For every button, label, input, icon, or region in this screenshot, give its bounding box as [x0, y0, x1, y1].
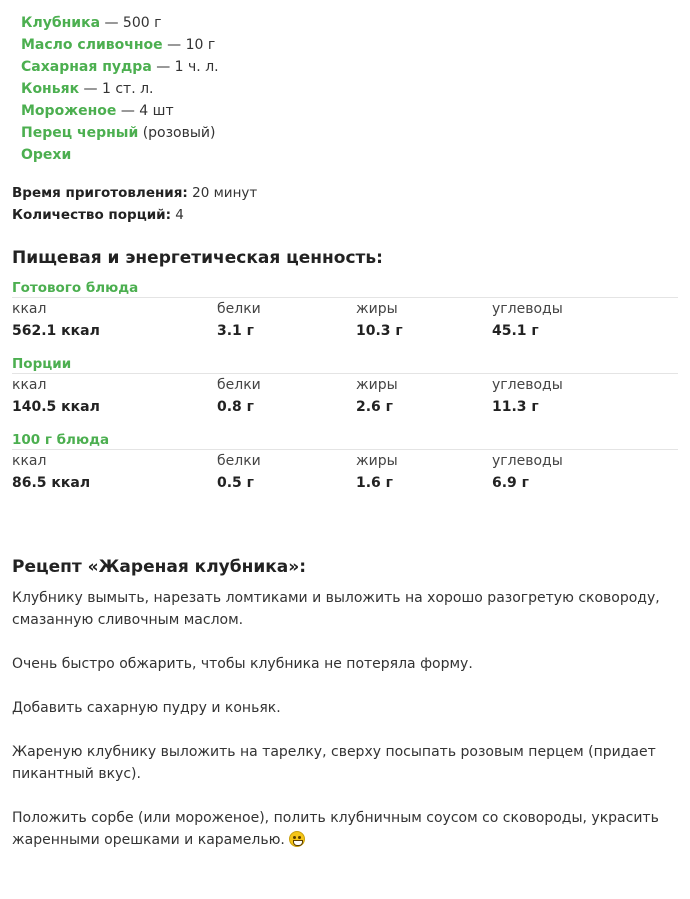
portions-value: 4: [171, 207, 184, 223]
nutrition-group-title: 100 г блюда: [12, 430, 678, 450]
recipe-step: Жареную клубнику выложить на тарелку, сверху посыпать розовым перцем (придает пикантный вкус).: [12, 744, 656, 782]
kcal-label: ккал: [12, 453, 47, 469]
ingredient-item: [21, 100, 678, 122]
carbs-label: углеводы: [492, 377, 563, 393]
carbs-value: 45.1 г: [492, 323, 539, 339]
recipe-title: Рецепт «Жареная клубника»:: [12, 557, 307, 577]
portions-count: [12, 204, 678, 226]
recipe-step-last: [12, 807, 678, 851]
ingredient-link[interactable]: Масло сливочное: [21, 37, 163, 53]
nutrition-values-row: [12, 320, 678, 342]
ingredient-amount: (розовый): [138, 125, 216, 141]
nutrition-group-100g: [12, 430, 678, 494]
nutrition-labels-row: [12, 374, 678, 396]
protein-value: 3.1 г: [217, 323, 254, 339]
nutrition-group-title: Готового блюда: [12, 278, 678, 298]
kcal-value: 562.1 ккал: [12, 323, 100, 339]
grinning-face-emoji-icon: [289, 831, 305, 847]
carbs-value: 11.3 г: [492, 399, 539, 415]
recipe-step: Очень быстро обжарить, чтобы клубника не потеряла форму.: [12, 656, 473, 672]
fat-label: жиры: [356, 453, 398, 469]
nutrition-title: Пищевая и энергетическая ценность:: [12, 248, 383, 268]
ingredient-item: [21, 12, 678, 34]
cooking-time: [12, 182, 678, 204]
nutrition-values-row: [12, 472, 678, 494]
kcal-label: ккал: [12, 377, 47, 393]
ingredient-link[interactable]: Перец черный: [21, 125, 139, 141]
recipe-step: Клубнику вымыть, нарезать ломтиками и выложить на хорошо разогретую сковороду, смазанную сливочным маслом.: [12, 590, 660, 628]
protein-value: 0.8 г: [217, 399, 254, 415]
protein-label: белки: [217, 377, 261, 393]
portions-label: Количество порций:: [12, 207, 172, 223]
ingredient-amount: — 1 ч. л.: [151, 59, 219, 75]
recipe-step: Добавить сахарную пудру и коньяк.: [12, 700, 281, 716]
recipe-steps: [12, 587, 678, 851]
kcal-value: 86.5 ккал: [12, 475, 91, 491]
ingredient-amount: — 10 г: [162, 37, 216, 53]
ingredient-item: [21, 56, 678, 78]
ingredient-amount: — 4 шт: [116, 103, 174, 119]
fat-label: жиры: [356, 377, 398, 393]
ingredient-item: [21, 144, 678, 166]
ingredient-link[interactable]: Клубника: [21, 15, 101, 31]
nutrition-group-dish: [12, 278, 678, 342]
ingredient-amount: — 500 г: [100, 15, 162, 31]
fat-value: 1.6 г: [356, 475, 393, 491]
fat-value: 2.6 г: [356, 399, 393, 415]
recipe-step: Положить сорбе (или мороженое), полить клубничным соусом со сковороды, украсить жаренными орешками и карамелью.: [12, 810, 659, 848]
protein-value: 0.5 г: [217, 475, 254, 491]
ingredient-item: [21, 122, 678, 144]
ingredient-item: [21, 34, 678, 56]
fat-label: жиры: [356, 301, 398, 317]
ingredient-link[interactable]: Сахарная пудра: [21, 59, 152, 75]
nutrition-group-title: Порции: [12, 354, 678, 374]
ingredient-link[interactable]: Орехи: [21, 147, 72, 163]
protein-label: белки: [217, 301, 261, 317]
nutrition-labels-row: [12, 450, 678, 472]
cooking-time-label: Время приготовления:: [12, 185, 188, 201]
ingredient-amount: — 1 ст. л.: [79, 81, 154, 97]
nutrition-labels-row: [12, 298, 678, 320]
protein-label: белки: [217, 453, 261, 469]
carbs-value: 6.9 г: [492, 475, 529, 491]
recipe-meta: [12, 182, 678, 226]
fat-value: 10.3 г: [356, 323, 403, 339]
carbs-label: углеводы: [492, 453, 563, 469]
kcal-label: ккал: [12, 301, 47, 317]
carbs-label: углеводы: [492, 301, 563, 317]
ingredient-link[interactable]: Мороженое: [21, 103, 117, 119]
ingredient-item: [21, 78, 678, 100]
ingredient-link[interactable]: Коньяк: [21, 81, 80, 97]
nutrition-values-row: [12, 396, 678, 418]
ingredient-list: [12, 0, 678, 166]
nutrition-group-portion: [12, 354, 678, 418]
cooking-time-value: 20 минут: [187, 185, 258, 201]
kcal-value: 140.5 ккал: [12, 399, 100, 415]
